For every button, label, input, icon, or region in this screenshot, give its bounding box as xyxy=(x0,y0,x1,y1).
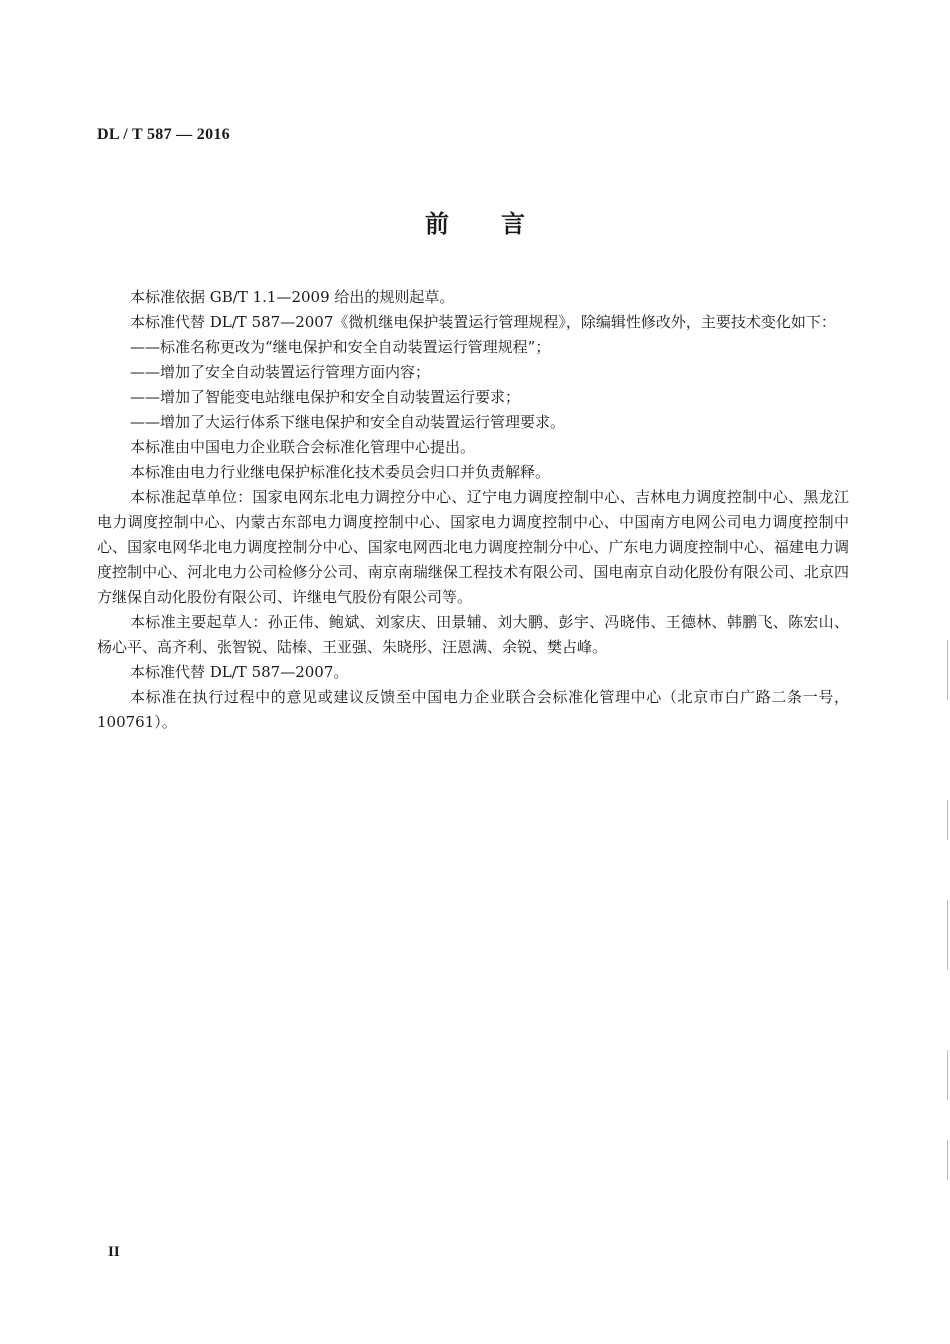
paragraph-feedback: 本标准在执行过程中的意见或建议反馈至中国电力企业联合会标准化管理中心（北京市白广路二条一号，100761）。 xyxy=(97,688,849,731)
scan-edge-mark xyxy=(947,1140,948,1180)
scan-edge-mark xyxy=(947,800,948,840)
paragraph-drafting-units: 本标准起草单位：国家电网东北电力调控分中心、辽宁电力调度控制中心、吉林电力调度控制中心、黑龙江电力调度控制中心、内蒙古东部电力调度控制中心、国家电力调度控制中心、中国南方电网公司电力调度控制中心、国家电网华北电力调度控制分中心、国家电网西北电力调度控制分中心、广东电力调度控制中心、福建电力调度控制中心、河北电力公司检修分公司、南京南瑞继保工程技术有限公司、国电南京自动化股份有限公司、北京四方继保自动化股份有限公司、许继电气股份有限公司等。 xyxy=(97,488,849,606)
page-number: II xyxy=(108,1244,120,1260)
paragraph-responsible-committee: 本标准由电力行业继电保护标准化技术委员会归口并负责解释。 xyxy=(130,463,551,481)
scan-edge-mark xyxy=(947,1050,948,1100)
scan-edge-mark xyxy=(947,900,948,970)
scan-edge-mark xyxy=(947,640,948,700)
paragraph-replaces: 本标准代替 DL/T 587—2007。 xyxy=(130,663,349,681)
paragraph-proposed-by: 本标准由中国电力企业联合会标准化管理中心提出。 xyxy=(130,438,476,456)
document-code: DL / T 587 — 2016 xyxy=(97,126,230,143)
paragraph-replacement-changes: 本标准代替 DL/T 587—2007《微机继电保护装置运行管理规程》，除编辑性修改外，主要技术变化如下： xyxy=(130,313,836,331)
paragraph-main-drafters: 本标准主要起草人：孙正伟、鲍斌、刘家庆、田景辅、刘大鹏、彭宇、冯晓伟、王德林、韩鹏飞、陈宏山、杨心平、高齐利、张智锐、陆榛、王亚强、朱晓彤、汪恩满、余锐、樊占峰。 xyxy=(97,613,849,656)
change-item-4: ——增加了大运行体系下继电保护和安全自动装置运行管理要求。 xyxy=(130,413,566,431)
change-item-3: ——增加了智能变电站继电保护和安全自动装置运行要求； xyxy=(130,388,521,406)
foreword-body xyxy=(97,285,849,735)
page-title: 前言 xyxy=(425,210,577,238)
paragraph-drafting-basis: 本标准依据 GB/T 1.1—2009 给出的规则起草。 xyxy=(130,288,455,306)
change-item-2: ——增加了安全自动装置运行管理方面内容； xyxy=(130,363,431,381)
change-item-1: ——标准名称更改为“继电保护和安全自动装置运行管理规程”； xyxy=(130,338,551,356)
